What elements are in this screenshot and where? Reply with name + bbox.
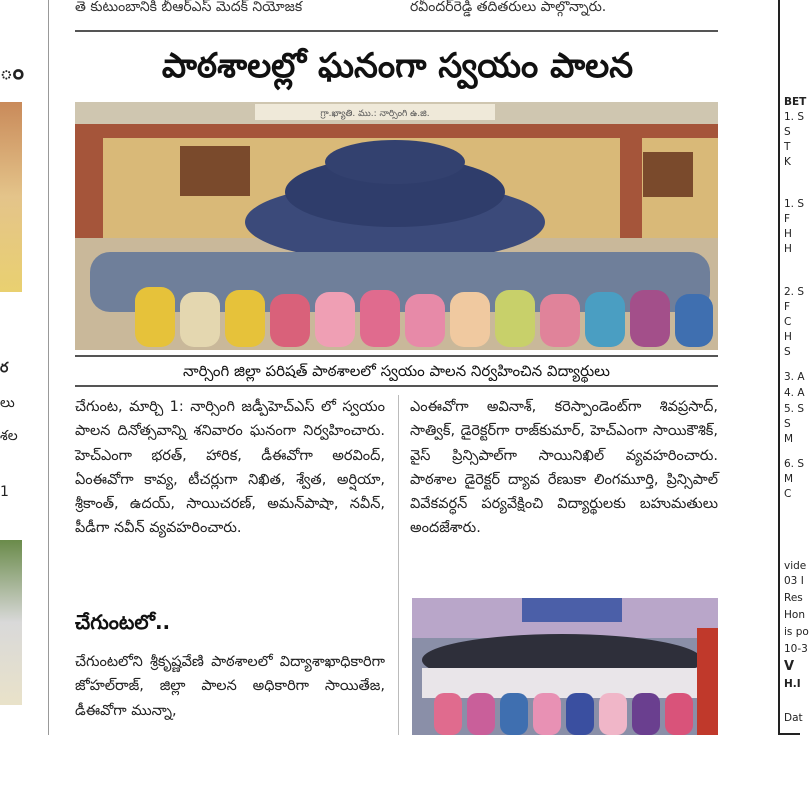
- right-fragment: Res: [784, 592, 803, 604]
- right-fragment: C: [784, 316, 792, 328]
- right-fragment: V: [784, 659, 795, 674]
- right-panel-bottom-rule: [778, 733, 800, 735]
- column-divider: [48, 0, 49, 735]
- left-fragment: 1: [0, 484, 9, 500]
- left-neighbor-column: [0, 0, 22, 808]
- right-fragment: M: [784, 433, 794, 445]
- subheading: చేగుంటలో..: [75, 610, 171, 634]
- left-photo-fragment: [0, 102, 22, 292]
- previous-article-tail: [75, 0, 715, 18]
- right-fragment: is po: [784, 626, 809, 638]
- right-fragment: vide: [784, 560, 807, 572]
- left-photo-fragment: [0, 540, 22, 705]
- right-fragment: C: [784, 488, 792, 500]
- right-fragment: 4. A: [784, 387, 805, 399]
- top-rule: [75, 30, 718, 32]
- banner-text: గ్రా.ఖ్యాతి. ము.: నార్సింగి ఉ.జి.: [320, 109, 430, 119]
- main-photo: [75, 102, 718, 350]
- left-fragment: ం: [0, 60, 24, 85]
- left-fragment: లు: [0, 395, 15, 411]
- right-fragment: H: [784, 243, 792, 255]
- right-fragment: M: [784, 473, 794, 485]
- article-column-1: [75, 395, 385, 595]
- article-column-1-continued: [75, 650, 385, 735]
- right-fragment: 3. A: [784, 371, 805, 383]
- right-fragment: 10-3: [784, 643, 808, 655]
- right-fragment: K: [784, 156, 791, 168]
- right-fragment: 5. S: [784, 403, 805, 415]
- secondary-photo: [412, 598, 718, 735]
- headline: పాఠశాలల్లో ఘనంగా స్వయం పాలన: [161, 46, 634, 86]
- article-paragraph: చేగుంటలోని శ్రీకృష్ణవేణి పాఠశాలలో విద్యాశాఖాధికారిగా జోహల్‌రాజ్, జిల్లా పాలన అధికారిగా సాయితేజ, డీఈవోగా మున్నా,: [75, 654, 385, 719]
- right-fragment: 1. S: [784, 198, 805, 210]
- right-neighbor-column: [778, 0, 809, 735]
- left-fragment: ర: [0, 360, 9, 376]
- article-column-2: [410, 395, 718, 593]
- left-fragment: శల: [0, 428, 18, 444]
- right-fragment: T: [784, 141, 791, 153]
- right-fragment: F: [784, 301, 791, 313]
- right-fragment: Hon: [784, 609, 805, 621]
- right-fragment: 03 I: [784, 575, 804, 587]
- column-divider: [398, 395, 399, 735]
- article-paragraph: ఎంఈవోగా అవినాశ్, కరెస్పాండెంట్‌గా శివప్రసాద్, సాత్విక్, డైరెక్టర్‌గా రాజ్‌కుమార్, హెచ్ఎంగా సాయికౌశిక్, వైస్ ప్రిన్సిపాల్‌గా సాయినిఖిల్ వ్యవహరించారు. పాఠశాల డైరెక్టర్ ద్యావ రేణుకా లింగమూర్తి, ప్రిన్సిపాల్ వివేకవర్ధన్ పర్యవేక్షించి విద్యార్థులకు బహుమతులు అందజేశారు.: [410, 399, 718, 537]
- right-fragment: 2. S: [784, 286, 805, 298]
- right-fragment: S: [784, 418, 791, 430]
- right-fragment: 1. S: [784, 111, 805, 123]
- right-fragment: F: [784, 213, 791, 225]
- students-photo-illustration: [412, 598, 718, 735]
- right-fragment: S: [784, 126, 791, 138]
- right-fragment: H: [784, 228, 792, 240]
- right-fragment: H: [784, 331, 792, 343]
- prev-line-right: రవీందర్‌రెడ్డి తదితరులు పాల్గొన్నారు.: [410, 0, 607, 15]
- prev-line-left: తె కుటుంబానికి బీఆర్ఎస్ మెదక్ నియోజక: [75, 0, 303, 15]
- photo-caption: నార్సింగి జిల్లా పరిషత్ పాఠశాలలో స్వయం పాలన నిర్వహించిన విద్యార్థులు: [75, 355, 718, 387]
- right-fragment: Dat: [784, 712, 803, 724]
- right-fragment: 6. S: [784, 458, 805, 470]
- right-fragment: H.I: [784, 678, 801, 690]
- right-fragment: S: [784, 346, 791, 358]
- article-paragraph: చేగుంట, మార్చి 1: నార్సింగి జడ్పీహెచ్ఎస్ లో స్వయం పాలన దినోత్సవాన్ని శనివారం ఘనంగా నిర్వహించారు. హెచ్ఎంగా భరత్, హారిక, డీఈవోగా అరవింద్, ఏంఈవోగా కావ్య, టీచర్లుగా నిఖిత, శ్వేత, అర్షియా, శ్రీకాంత్, ఉదయ్, సాయిచరణ్, అమన్‌పాషా, నవీన్, పీడీగా నవీన్ వ్యవహరించారు.: [75, 399, 385, 537]
- group-photo-illustration: [75, 102, 718, 350]
- right-fragment: BET: [784, 96, 807, 108]
